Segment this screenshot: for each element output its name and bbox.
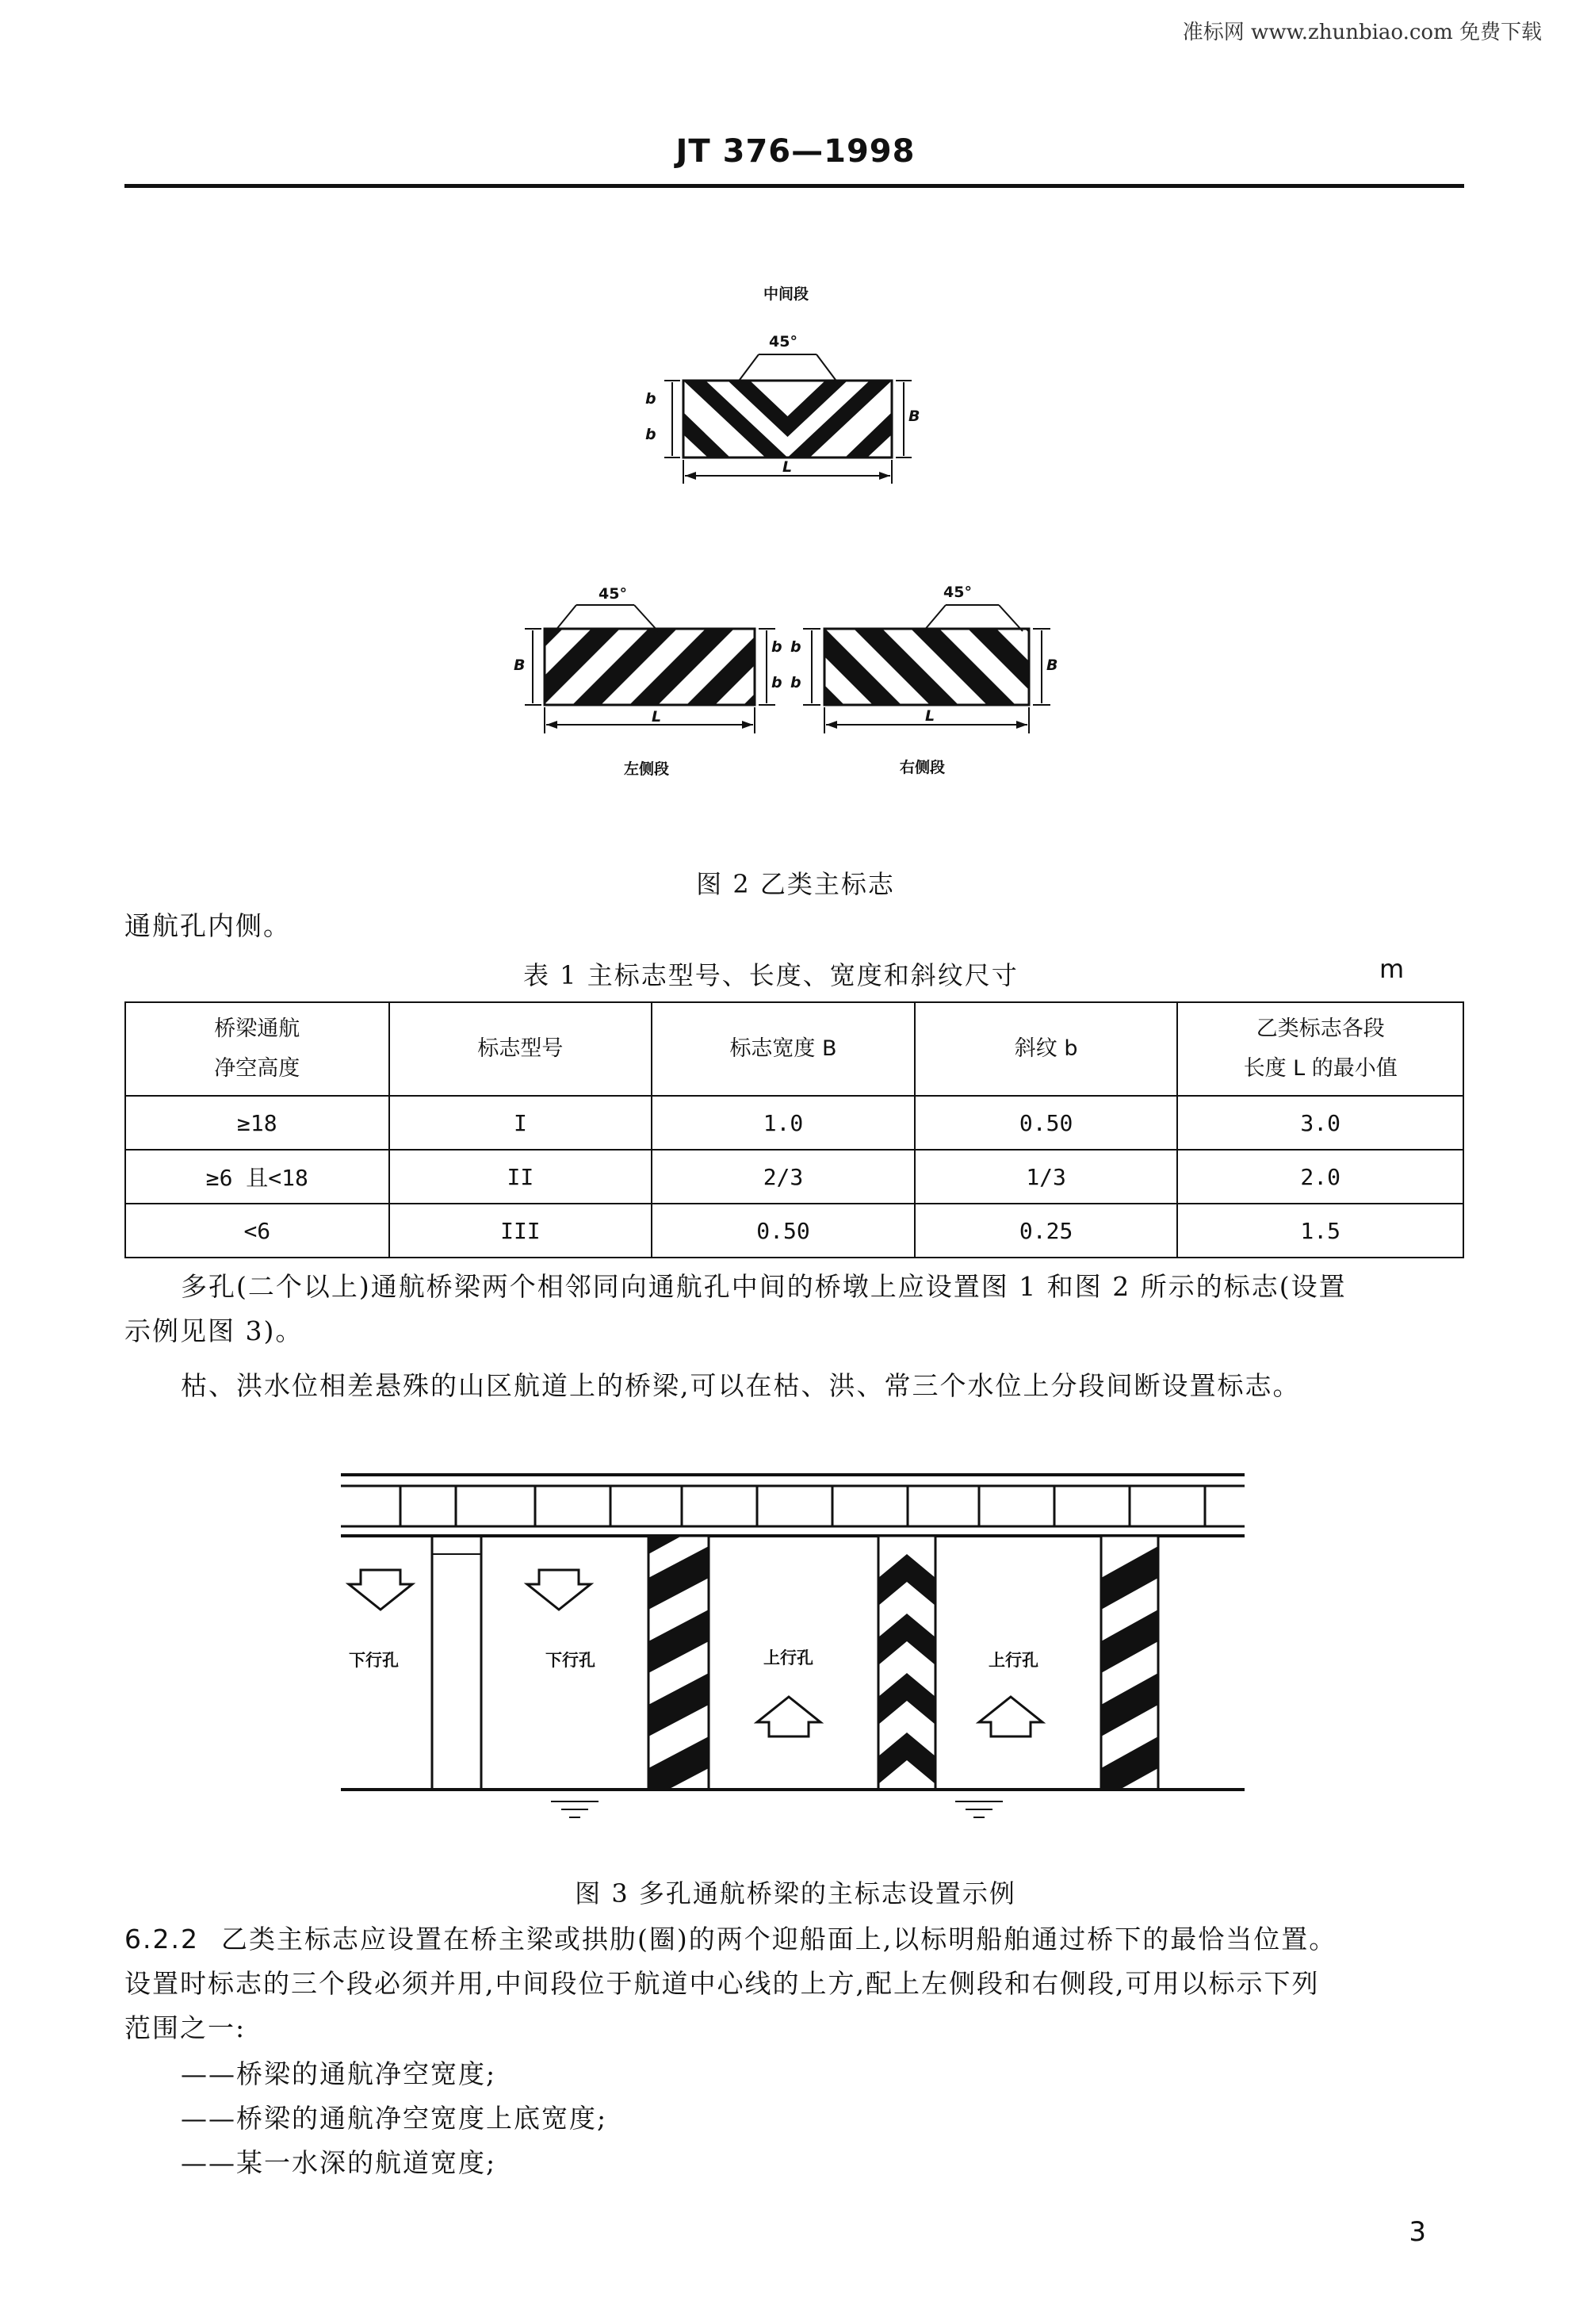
- dim-b-label: b: [790, 638, 801, 656]
- dim-b-label: b: [771, 638, 782, 656]
- page-number: 3: [1409, 2216, 1426, 2248]
- table-cell: II: [389, 1150, 652, 1204]
- left-section-label: 左侧段: [624, 760, 670, 778]
- dim-b-label: b: [790, 674, 801, 691]
- header-line: 长度 L 的最小值: [1243, 1056, 1398, 1081]
- paragraph-multi-hole-2: 示例见图 3)。: [124, 1315, 304, 1346]
- hole-label: 下行孔: [349, 1651, 399, 1670]
- angle-label-middle: 45°: [769, 333, 797, 350]
- table-1-caption: 表 1 主标志型号、长度、宽度和斜纹尺寸: [523, 960, 1019, 990]
- header-line: 乙类标志各段: [1256, 1017, 1385, 1041]
- table-cell: ≥18: [125, 1096, 389, 1150]
- table-cell: 0.50: [915, 1096, 1178, 1150]
- dim-b-label: b: [645, 426, 656, 443]
- dim-L-label: L: [652, 708, 662, 726]
- dim-L-label: L: [925, 707, 935, 725]
- angle-label-right: 45°: [943, 584, 972, 601]
- header-line: 净空高度: [214, 1056, 300, 1081]
- dim-L-label: L: [782, 458, 793, 476]
- hole-label: 上行孔: [763, 1648, 813, 1667]
- table-cell: 2/3: [652, 1150, 915, 1204]
- figure-2-caption: 图 2 乙类主标志: [696, 869, 895, 899]
- dim-b-label: b: [645, 390, 656, 408]
- table-cell: 1.0: [652, 1096, 915, 1150]
- angle-label-left: 45°: [599, 585, 627, 603]
- dim-B-label: B: [514, 657, 526, 674]
- table-cell: 0.25: [915, 1204, 1178, 1258]
- table-cell: 2.0: [1177, 1150, 1463, 1204]
- standard-number: JT 376—1998: [675, 133, 916, 170]
- watermark-text: 准标网 www.zhunbiao.com 免费下载: [1182, 21, 1542, 44]
- table-cell: 3.0: [1177, 1096, 1463, 1150]
- section-6-2-2-line-1: [124, 1917, 1337, 1962]
- table-cell: III: [389, 1204, 652, 1258]
- dim-B-label: B: [908, 408, 920, 425]
- header-line: 标志型号: [477, 1036, 564, 1061]
- header-line: 斜纹 b: [1014, 1036, 1078, 1061]
- table-cell: ≥6 且<18: [125, 1150, 389, 1204]
- table-cell: 0.50: [652, 1204, 915, 1258]
- list-item: ——某一水深的航道宽度;: [181, 2147, 497, 2178]
- paragraph-mountain: 枯、洪水位相差悬殊的山区航道上的桥梁,可以在枯、洪、常三个水位上分段间断设置标志。: [181, 1370, 1301, 1401]
- list-item: ——桥梁的通航净空宽度;: [181, 2058, 497, 2089]
- table-cell: 1.5: [1177, 1204, 1463, 1258]
- paragraph-inner-side: 通航孔内侧。: [124, 910, 291, 941]
- header-line: 桥梁通航: [214, 1017, 300, 1041]
- section-line-1: 乙类主标志应设置在桥主梁或拱肋(圈)的两个迎船面上,以标明船舶通过桥下的最恰当位置。: [220, 1924, 1337, 1955]
- list-item: ——桥梁的通航净空宽度上底宽度;: [181, 2103, 608, 2134]
- middle-section-label: 中间段: [763, 285, 809, 303]
- hole-label: 下行孔: [545, 1651, 595, 1670]
- table-cell: 1/3: [915, 1150, 1178, 1204]
- hole-label: 上行孔: [989, 1651, 1038, 1670]
- table-1-unit: m: [1379, 954, 1405, 984]
- figure-3-caption: 图 3 多孔通航桥梁的主标志设置示例: [575, 1878, 1016, 1909]
- section-6-2-2-line-3: 范围之一:: [124, 2012, 247, 2043]
- table-cell: I: [389, 1096, 652, 1150]
- table-cell: <6: [125, 1204, 389, 1258]
- dim-B-label: B: [1046, 657, 1058, 674]
- section-number: 6.2.2: [124, 1924, 199, 1955]
- header-line: 标志宽度 B: [729, 1036, 837, 1061]
- paragraph-multi-hole-1: 多孔(二个以上)通航桥梁两个相邻同向通航孔中间的桥墩上应设置图 1 和图 2 所示的标志(设置: [181, 1271, 1347, 1302]
- right-section-label: 右侧段: [900, 759, 946, 776]
- section-6-2-2-line-2: 设置时标志的三个段必须并用,中间段位于航道中心线的上方,配上左侧段和右侧段,可用以标示下列: [124, 1968, 1320, 1999]
- dim-b-label: b: [771, 674, 782, 691]
